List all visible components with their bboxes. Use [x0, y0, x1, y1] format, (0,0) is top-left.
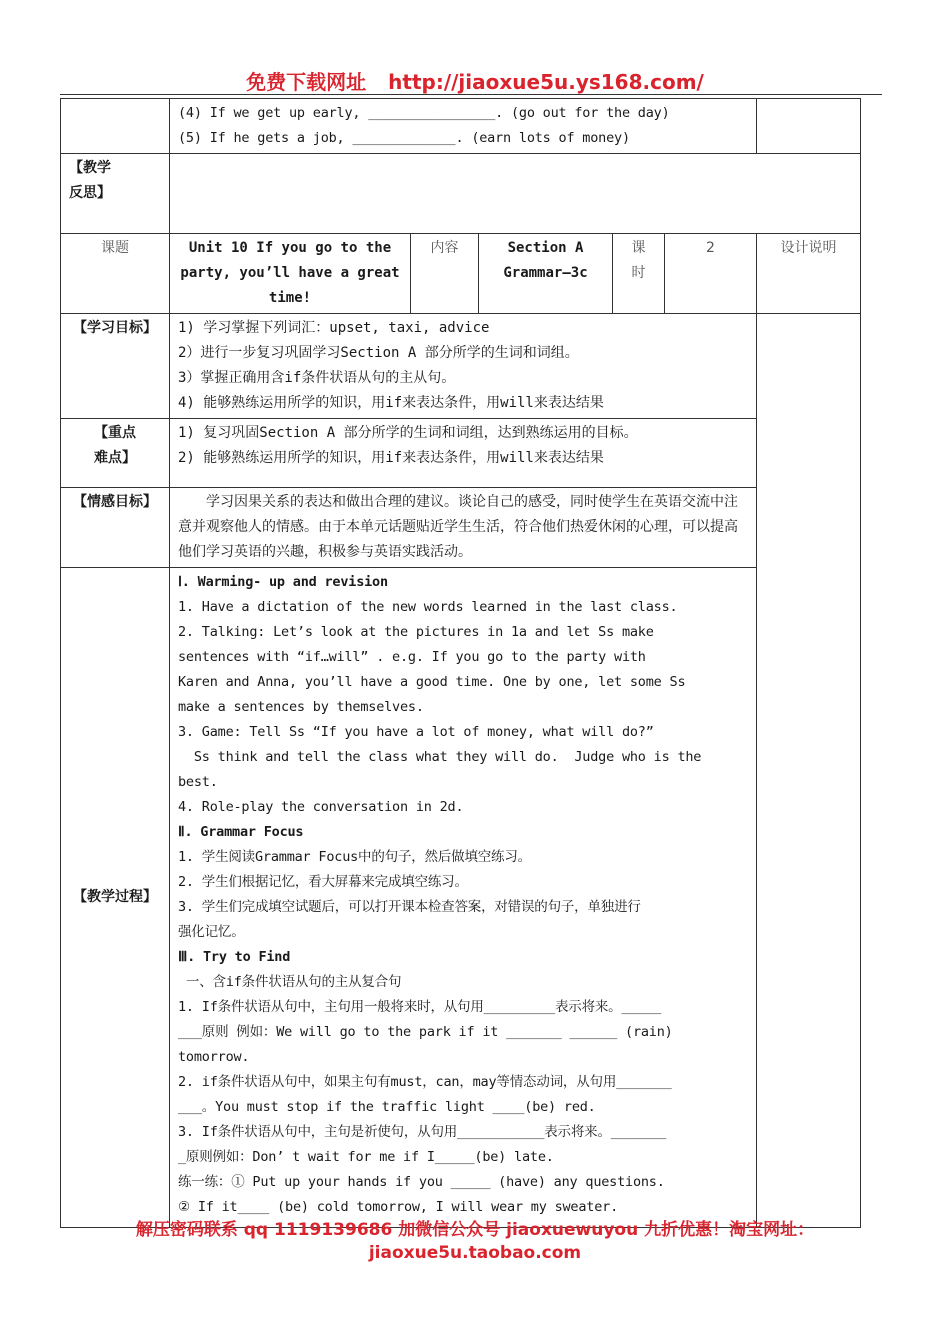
key-points-content: [170, 419, 757, 488]
process-heading: Ⅰ. Warming- up and revision: [178, 574, 388, 590]
exercise-row: [61, 99, 861, 154]
reflection-content: [170, 154, 861, 234]
design-notes-cell: [757, 314, 861, 1228]
emotion-label: 【情感目标】: [61, 488, 170, 568]
process-line: 练一练：① Put up your hands if you _____ (have) any questions.: [178, 1174, 665, 1190]
process-line: 3. If条件状语从句中，主句是祈使句，从句用___________表示将来。_______: [178, 1124, 667, 1140]
process-line: best.: [178, 774, 218, 790]
reflection-row: [61, 154, 861, 234]
process-line: 1. Have a dictation of the new words learned in the last class.: [178, 599, 678, 615]
footer-contact: 解压密码联系 qq 1119139686 加微信公众号 jiaoxuewuyou 九折优惠！淘宝网址：: [135, 1220, 815, 1240]
process-line: 2. Talking: Let’s look at the pictures in 1a and let Ss make: [178, 624, 654, 640]
process-row: [61, 568, 861, 1228]
content-value: Section A Grammar—3c: [479, 234, 613, 314]
process-line: tomorrow.: [178, 1049, 250, 1065]
topic-label: 课题: [61, 234, 170, 314]
emotion-row: [61, 488, 861, 568]
process-line: ② If it____ (be) cold tomorrow, I will wear my sweater.: [178, 1199, 618, 1215]
goal-item: 2）进行一步复习巩固学习Section A 部分所学的生词和词组。: [178, 345, 579, 361]
key-point-item: 2) 能够熟练运用所学的知识，用if来表达条件，用will来表达结果: [178, 450, 604, 466]
exercise-cell: [170, 99, 757, 154]
empty-label-cell: [61, 99, 170, 154]
info-row: [61, 234, 861, 314]
key-points-row: [61, 419, 861, 488]
exercise-line: (4) If we get up early, ________________. (go out for the day): [178, 105, 670, 121]
process-line: make a sentences by themselves.: [178, 699, 424, 715]
footer-shop-url[interactable]: jiaoxue5u.taobao.com: [368, 1243, 582, 1263]
process-line: 一、含if条件状语从句的主从复合句: [178, 974, 402, 990]
process-content: [170, 568, 757, 1228]
topic-value: Unit 10 If you go to the party, you’ll have a great time!: [170, 234, 411, 314]
page-footer: [0, 1219, 950, 1265]
process-line: 2. 学生们根据记忆，看大屏幕来完成填空练习。: [178, 874, 468, 890]
goals-label: 【学习目标】: [61, 314, 170, 419]
key-point-item: 1) 复习巩固Section A 部分所学的生词和词组，达到熟练运用的目标。: [178, 425, 638, 441]
goal-item: 1) 学习掌握下列词汇：upset, taxi, advice: [178, 320, 490, 336]
process-line: Karen and Anna, you’ll have a good time. One by one, let some Ss: [178, 674, 686, 690]
process-line: 3. Game: Tell Ss “If you have a lot of money, what will do?”: [178, 724, 654, 740]
process-line: 1. 学生阅读Grammar Focus中的句子，然后做填空练习。: [178, 849, 531, 865]
emotion-content: [170, 488, 757, 568]
goals-row: [61, 314, 861, 419]
emotion-text: 学习因果关系的表达和做出合理的建议。谈论自己的感受，同时使学生在英语交流中注意并观察他人的情感。由于本单元话题贴近学生生活，符合他们热爱休闲的心理，可以提高他们学习英语的兴趣，积极参与英语实践活动。: [178, 494, 738, 560]
goal-item: 4) 能够熟练运用所学的知识，用if来表达条件，用will来表达结果: [178, 395, 604, 411]
process-line: ___原则 例如：We will go to the park if it _______ ______ (rain): [178, 1024, 673, 1040]
process-heading: Ⅲ. Try to Find: [178, 949, 291, 965]
empty-note-cell: [757, 99, 861, 154]
process-line: 4. Role-play the conversation in 2d.: [178, 799, 464, 815]
header-title: 免费下载网址: [246, 70, 367, 94]
design-label: 设计说明: [757, 234, 861, 314]
process-line: ___。You must stop if the traffic light ____(be) red.: [178, 1099, 596, 1115]
content-label: 内容: [411, 234, 479, 314]
lesson-plan-table: [60, 98, 861, 1228]
goals-content: [170, 314, 757, 419]
reflection-label: 【教学 反思】: [61, 154, 170, 234]
key-points-label: 【重点 难点】: [61, 419, 170, 488]
process-line: sentences with “if…will” . e.g. If you go to the party with: [178, 649, 646, 665]
exercise-line: (5) If he gets a job, _____________. (earn lots of money): [178, 130, 630, 146]
process-label: 【教学过程】: [61, 568, 170, 1228]
process-line: _原则例如：Don’ t wait for me if I_____(be) late.: [178, 1149, 554, 1165]
process-line: 1. If条件状语从句中，主句用一般将来时，从句用_________表示将来。_____: [178, 999, 662, 1015]
process-line: Ss think and tell the class what they will do. Judge who is the: [178, 749, 702, 765]
header-url[interactable]: http://jiaoxue5u.ys168.com/: [388, 70, 704, 94]
process-heading: Ⅱ. Grammar Focus: [178, 824, 304, 840]
process-line: 强化记忆。: [178, 924, 245, 940]
period-value: 2: [665, 234, 757, 314]
header-rule: [60, 94, 882, 95]
process-line: 2. if条件状语从句中，如果主句有must，can，may等情态动词，从句用_______: [178, 1074, 672, 1090]
process-line: 3. 学生们完成填空试题后，可以打开课本检查答案，对错误的句子，单独进行: [178, 899, 641, 915]
period-label: 课 时: [613, 234, 665, 314]
goal-item: 3）掌握正确用含if条件状语从句的主从句。: [178, 370, 456, 386]
page-header: [0, 66, 950, 95]
